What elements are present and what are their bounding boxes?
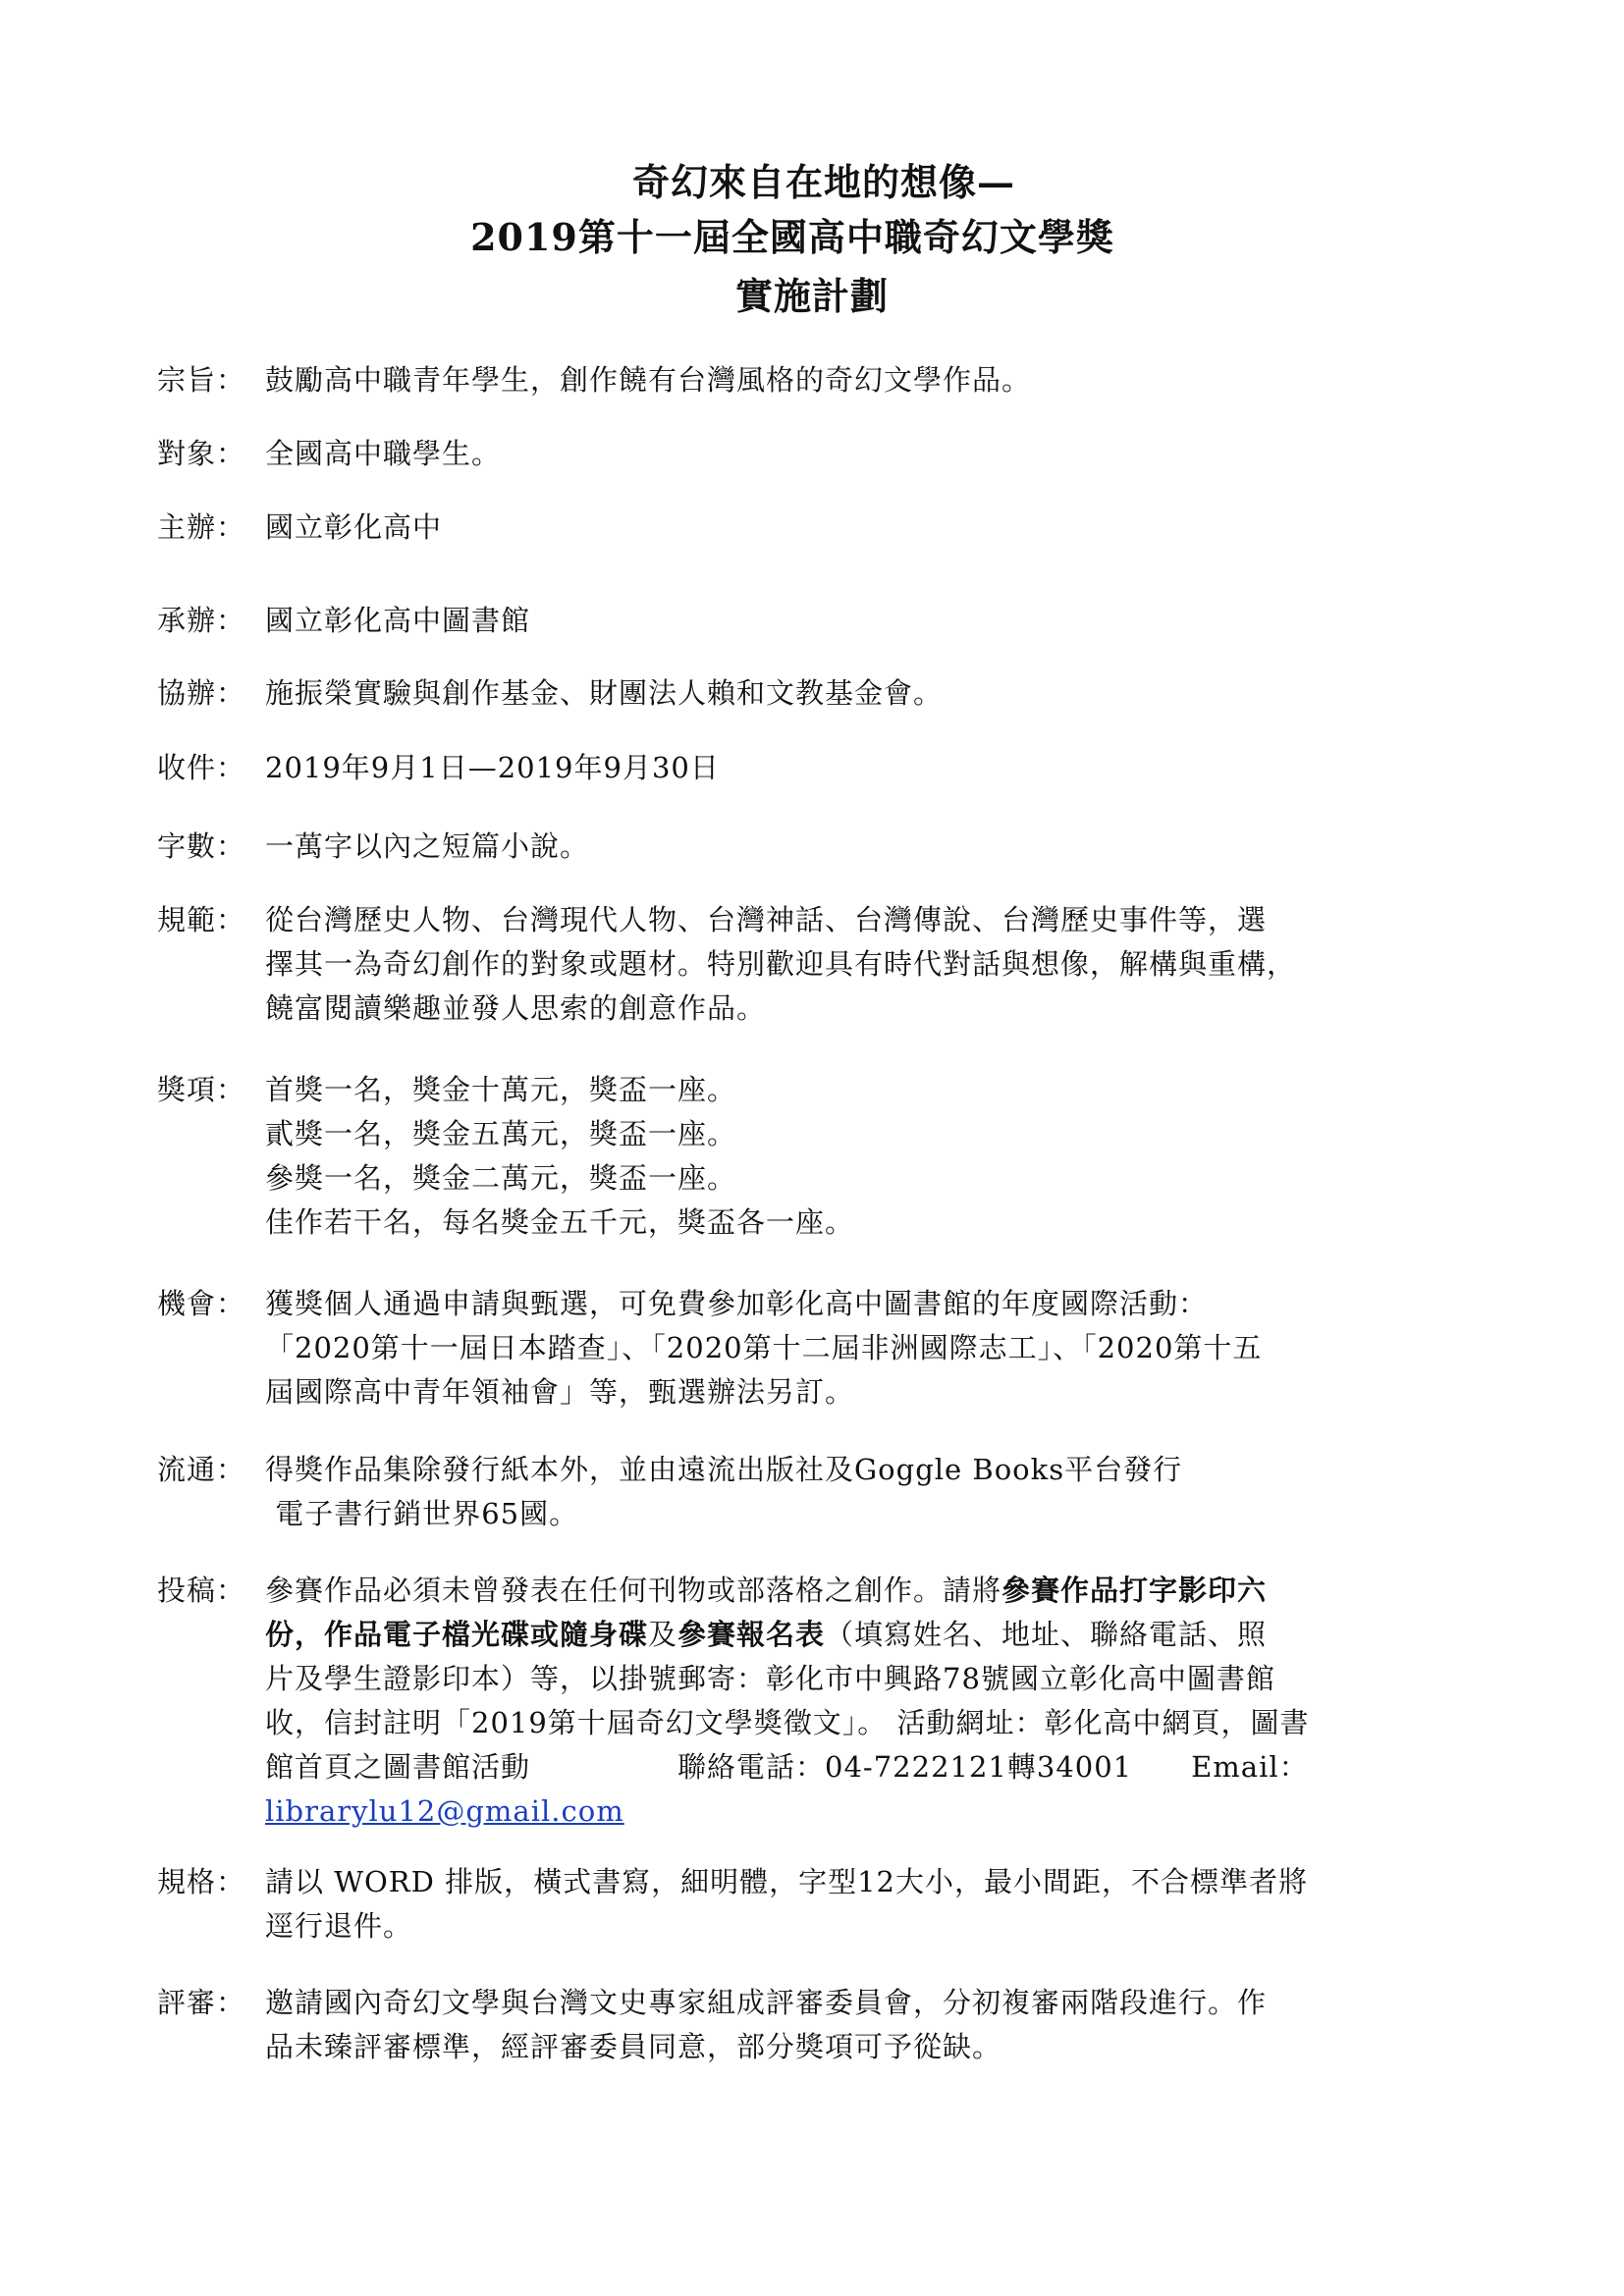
section-text-line: 得獎作品集除發行紙本外，並由遠流出版社及Goggle Books平台發行 (265, 1453, 1183, 1486)
title-line-1: 奇幻來自在地的想像— (631, 160, 1015, 204)
section-text: 一萬字以內之短篇小說。 (265, 829, 590, 863)
submission-emphasis: 份，作品電子檔光碟或隨身碟 (265, 1618, 649, 1651)
section-rules (157, 898, 1532, 1031)
submission-text: 及 (648, 1618, 678, 1651)
title-line-3: 實施計劃 (734, 274, 889, 318)
section-text-line: 屆國際高中青年領袖會」等，甄選辦法另訂。 (265, 1375, 855, 1409)
award-third: 參獎一名，獎金二萬元，獎盃一座。 (265, 1161, 737, 1195)
section-text: 2019年9月1日—2019年9月30日 (265, 751, 720, 784)
section-awards (157, 1068, 1532, 1245)
section-label: 規格： (157, 1865, 246, 1898)
section-text-line: 擇其一為奇幻創作的對象或題材。特別歡迎具有時代對話與想像，解構與重構， (265, 947, 1297, 981)
submission-note: 收，信封註明「2019第十屆奇幻文學獎徵文」。 活動網址：彰化高中網頁，圖書 (265, 1706, 1310, 1739)
section-text-line: 品未臻評審標準，經評審委員同意，部分獎項可予從缺。 (265, 2030, 1002, 2063)
section-label: 收件： (157, 751, 246, 784)
section-purpose (157, 358, 1532, 402)
section-label: 對象： (157, 437, 246, 470)
section-label: 評審： (157, 1986, 246, 2019)
section-opportunity (157, 1282, 1532, 1415)
award-second: 貳獎一名，獎金五萬元，獎盃一座。 (265, 1117, 737, 1150)
section-label: 流通： (157, 1453, 246, 1486)
section-text: 國立彰化高中圖書館 (265, 604, 531, 637)
award-honorable: 佳作若干名，每名獎金五千元，獎盃各一座。 (265, 1205, 855, 1239)
section-label: 協辦： (157, 676, 246, 710)
section-text-line: 從台灣歷史人物、台灣現代人物、台灣神話、台灣傳說、台灣歷史事件等，選 (265, 903, 1268, 936)
section-label: 獎項： (157, 1073, 246, 1106)
section-label: 承辦： (157, 604, 246, 637)
section-organizer (157, 506, 1532, 550)
section-text: 施振榮實驗與創作基金、財團法人賴和文教基金會。 (265, 676, 944, 710)
section-text-line: 邀請國內奇幻文學與台灣文史專家組成評審委員會，分初複審兩階段進行。作 (265, 1986, 1268, 2019)
section-submission (157, 1569, 1532, 1834)
section-format (157, 1860, 1532, 1949)
section-label: 宗旨： (157, 363, 246, 397)
section-text: 全國高中職學生。 (265, 437, 502, 470)
section-text-line: 獲獎個人通過申請與甄選，可免費參加彰化高中圖書館的年度國際活動： (265, 1287, 1209, 1320)
section-text: 國立彰化高中 (265, 510, 443, 544)
section-coorganizer (157, 671, 1532, 716)
section-review (157, 1981, 1532, 2069)
contact-phone: 聯絡電話：04-7222121轉34001 (677, 1750, 1133, 1784)
section-text-line: 逕行退件。 (265, 1909, 413, 1943)
title-line-2: 2019第十一屆全國高中職奇幻文學獎 (470, 215, 1114, 259)
section-text: 鼓勵高中職青年學生，創作饒有台灣風格的奇幻文學作品。 (265, 363, 1032, 397)
section-label: 字數： (157, 829, 246, 863)
email-link[interactable]: librarylu12@gmail.com (265, 1794, 624, 1828)
section-label: 投稿： (157, 1574, 246, 1607)
section-wordcount (157, 825, 1532, 869)
section-target (157, 432, 1532, 476)
submission-address: 片及學生證影印本）等，以掛號郵寄：彰化市中興路78號國立彰化高中圖書館 (265, 1662, 1275, 1695)
section-executor (157, 599, 1532, 643)
section-text-line: 饒富閱讀樂趣並發人思索的創意作品。 (265, 991, 767, 1025)
section-label: 主辦： (157, 510, 246, 544)
submission-text: 參賽作品必須未曾發表在任何刊物或部落格之創作。請將 (265, 1574, 1002, 1607)
section-label: 規範： (157, 903, 246, 936)
award-first: 首獎一名，獎金十萬元，獎盃一座。 (265, 1073, 737, 1106)
submission-text: （填寫姓名、地址、聯絡電話、照 (825, 1618, 1268, 1651)
section-text-line: 請以 WORD 排版，橫式書寫，細明體，字型12大小，最小間距，不合標準者將 (265, 1865, 1309, 1898)
section-label: 機會： (157, 1287, 246, 1320)
section-deadline (157, 746, 1532, 790)
submission-emphasis: 參賽報名表 (677, 1618, 826, 1651)
submission-emphasis: 參賽作品打字影印六 (1001, 1574, 1268, 1607)
section-text-line: 「2020第十一屆日本踏查」、「2020第十二屆非洲國際志工」、「2020第十五 (265, 1331, 1263, 1364)
submission-activity-page: 館首頁之圖書館活動 (265, 1750, 531, 1784)
email-label: Email： (1191, 1750, 1309, 1784)
section-text-line: 電子書行銷世界65國。 (265, 1497, 579, 1530)
section-distribution (157, 1448, 1532, 1536)
